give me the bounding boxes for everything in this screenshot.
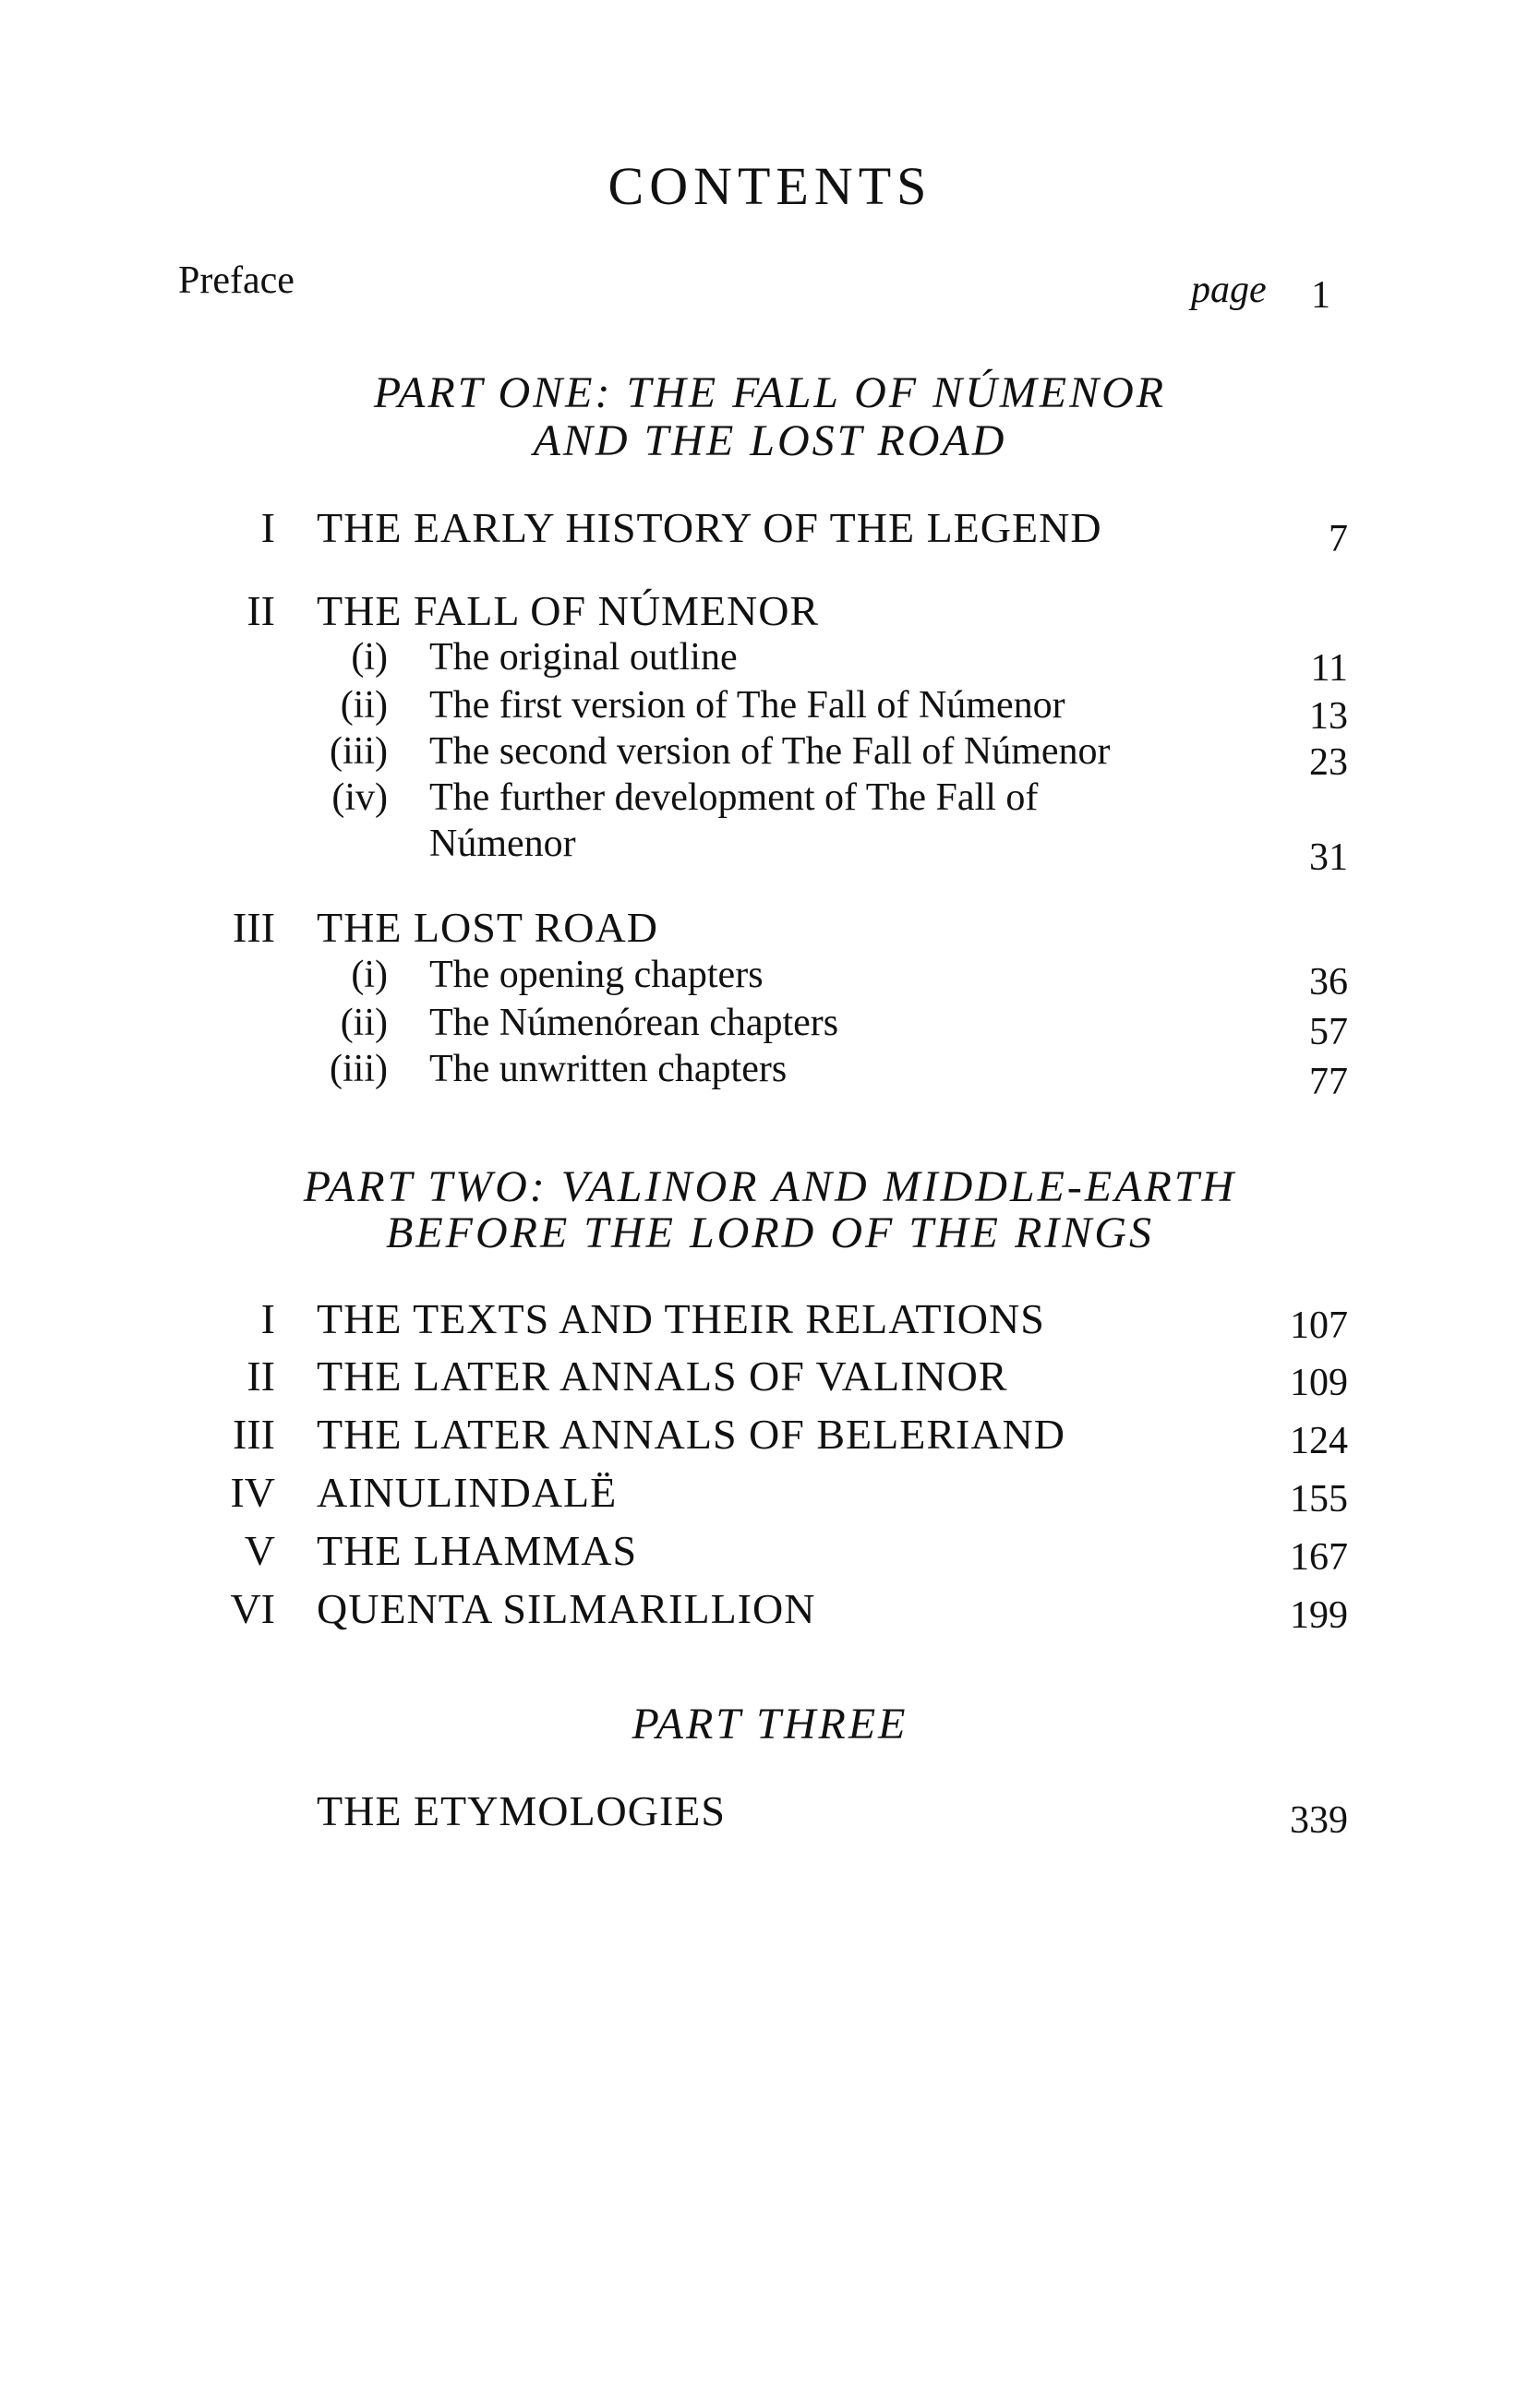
chapter-numeral: II — [247, 1352, 275, 1400]
section-numeral: (i) — [351, 636, 388, 679]
chapter-numeral: IV — [230, 1469, 275, 1516]
chapter-numeral: III — [233, 1411, 275, 1458]
part-three-heading: PART THREE — [632, 1700, 908, 1749]
section-numeral: (i) — [351, 954, 388, 996]
chapter-page-number: 109 — [1290, 1362, 1348, 1404]
chapter-title: THE LOST ROAD — [317, 904, 658, 951]
section-title-continued: Númenor — [429, 823, 576, 865]
etymologies-page-number: 339 — [1290, 1799, 1348, 1842]
section-title: The unwritten chapters — [429, 1048, 788, 1090]
section-title: The Númenórean chapters — [429, 1002, 839, 1044]
chapter-title: THE LATER ANNALS OF BELERIAND — [317, 1411, 1065, 1458]
section-title: The first version of The Fall of Númenor — [429, 684, 1065, 727]
chapter-page-number: 7 — [1329, 518, 1348, 560]
chapter-numeral: II — [247, 587, 275, 634]
section-page-number: 36 — [1309, 961, 1348, 1004]
chapter-title: AINULINDALË — [317, 1469, 618, 1516]
chapter-page-number: 155 — [1290, 1478, 1348, 1521]
chapter-title: THE FALL OF NÚMENOR — [317, 587, 820, 634]
part-two-heading-line1: PART TWO: VALINOR AND MIDDLE-EARTH — [303, 1162, 1237, 1211]
chapter-page-number: 107 — [1290, 1304, 1348, 1347]
section-page-number: 13 — [1309, 695, 1348, 738]
section-page-number: 11 — [1310, 647, 1348, 690]
page-label: page — [1191, 269, 1267, 311]
chapter-page-number: 199 — [1290, 1594, 1348, 1637]
chapter-numeral: I — [260, 1295, 275, 1342]
section-numeral: (iii) — [330, 1048, 388, 1090]
section-numeral: (iv) — [331, 776, 388, 819]
section-page-number: 77 — [1309, 1061, 1348, 1103]
chapter-page-number: 124 — [1290, 1420, 1348, 1462]
section-numeral: (iii) — [330, 730, 388, 773]
section-page-number: 31 — [1309, 836, 1348, 879]
chapter-title: THE LATER ANNALS OF VALINOR — [317, 1352, 1008, 1400]
section-title: The further development of The Fall of — [429, 776, 1039, 819]
part-one-heading-line2: AND THE LOST ROAD — [533, 416, 1007, 465]
section-page-number: 23 — [1309, 741, 1348, 784]
chapter-title: THE LHAMMAS — [317, 1527, 638, 1574]
chapter-numeral: VI — [230, 1585, 275, 1632]
preface-page-number: 1 — [1311, 274, 1330, 317]
section-numeral: (ii) — [340, 1002, 388, 1044]
part-two-heading-line2: BEFORE THE LORD OF THE RINGS — [386, 1208, 1154, 1257]
etymologies-title: THE ETYMOLOGIES — [317, 1787, 726, 1834]
chapter-numeral: I — [260, 504, 275, 551]
section-numeral: (ii) — [340, 684, 388, 727]
preface-entry: Preface — [178, 259, 295, 302]
section-page-number: 57 — [1309, 1011, 1348, 1053]
chapter-page-number: 167 — [1290, 1536, 1348, 1579]
page-title: CONTENTS — [608, 156, 932, 216]
part-one-heading-line1: PART ONE: THE FALL OF NÚMENOR — [373, 368, 1167, 417]
chapter-title: QUENTA SILMARILLION — [317, 1585, 816, 1632]
chapter-title: THE EARLY HISTORY OF THE LEGEND — [317, 504, 1102, 551]
section-title: The opening chapters — [429, 954, 764, 996]
chapter-numeral: V — [244, 1527, 275, 1574]
chapter-title: THE TEXTS AND THEIR RELATIONS — [317, 1295, 1045, 1342]
section-title: The second version of The Fall of Númenor — [429, 730, 1111, 773]
chapter-numeral: III — [233, 904, 275, 951]
section-title: The original outline — [429, 636, 738, 679]
